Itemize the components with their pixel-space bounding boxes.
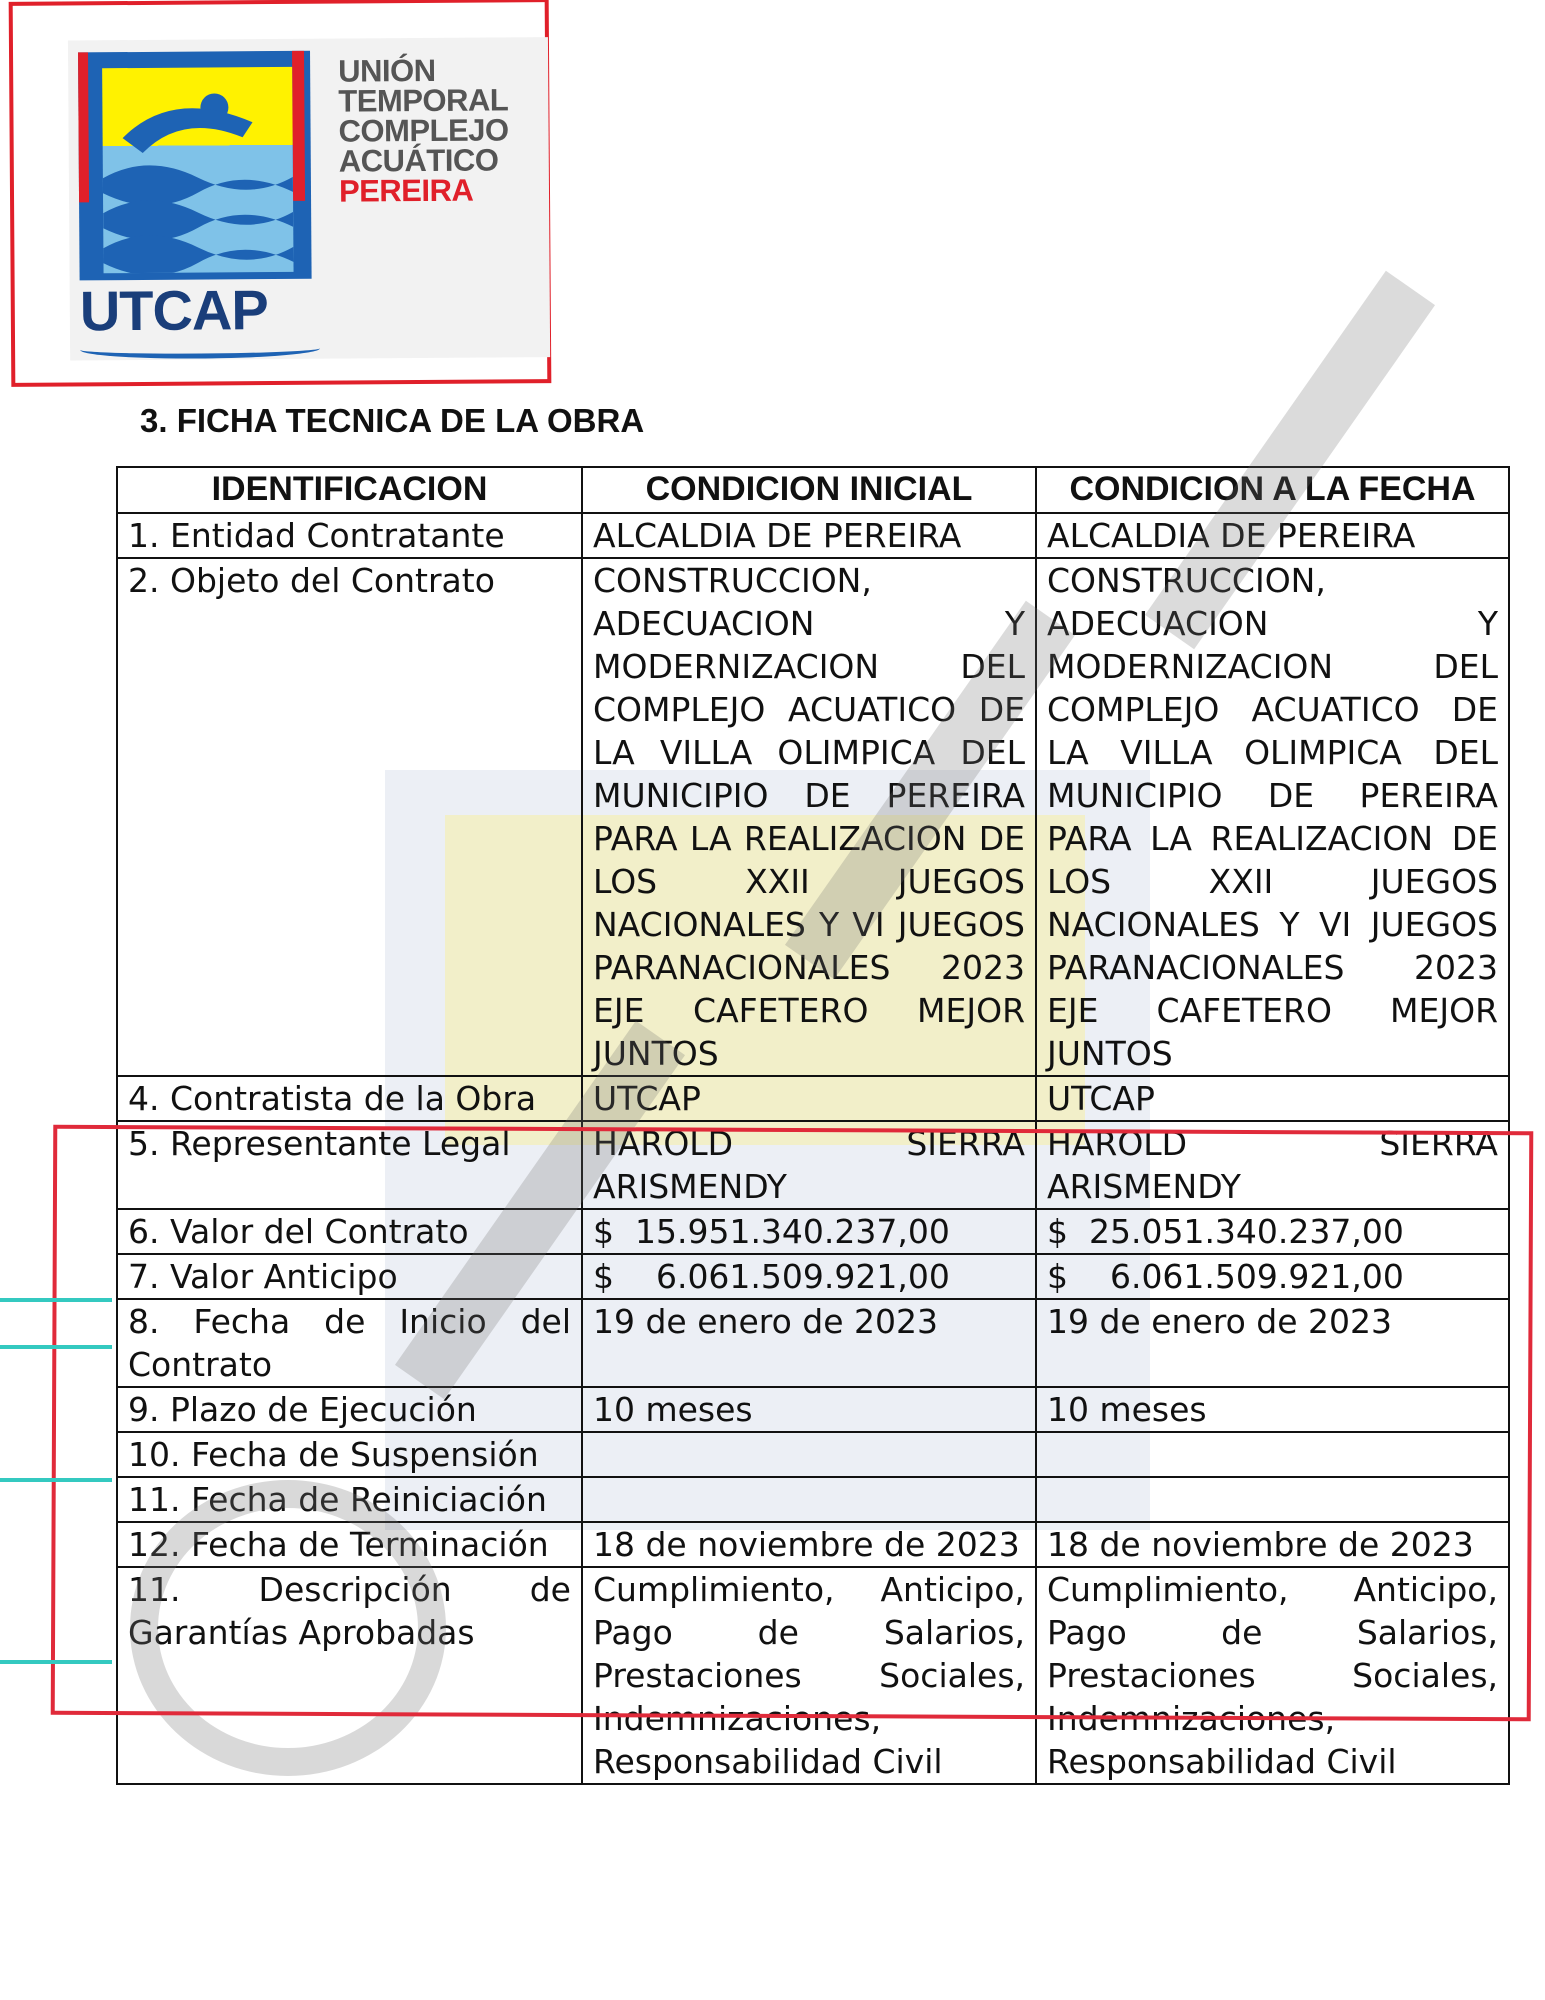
row-value-inicial <box>582 1432 1036 1477</box>
row-label: 1. Entidad Contratante <box>117 513 582 558</box>
row-value-fecha: 19 de enero de 2023 <box>1036 1299 1509 1387</box>
swimmer-waves-icon <box>102 67 293 273</box>
highlight-line-valor-anticipo <box>0 1345 112 1349</box>
row-value-fecha <box>1036 1477 1509 1522</box>
row-label: 12. Fecha de Terminación <box>117 1522 582 1567</box>
logo-line-4: ACUÁTICO <box>338 142 499 179</box>
row-value-inicial: Cumplimiento, Anticipo, Pago de Salarios, Prestaciones Sociales, Indemnizaciones, Responsabilidad Civil <box>582 1567 1036 1784</box>
table-row <box>117 1522 1509 1567</box>
table-row <box>117 1076 1509 1121</box>
row-value-fecha: CONSTRUCCION, ADECUACION Y MODERNIZACION DEL COMPLEJO ACUATICO DE LA VILLA OLIMPICA DEL MUNICIPIO DE PEREIRA PARA LA REALIZACION DE LOS XXII JUEGOS NACIONALES Y VI JUEGOS PARANACIONALES 2023 EJE CAFETERO MEJOR JUNTOS <box>1036 558 1509 1076</box>
logo-line-1: UNIÓN <box>338 52 436 89</box>
header-condicion-a-la-fecha: CONDICION A LA FECHA <box>1036 467 1509 513</box>
row-value-inicial: $ 15.951.340.237,00 <box>582 1209 1036 1254</box>
logo-city: PEREIRA <box>338 172 474 209</box>
table-row <box>117 513 1509 558</box>
table-row <box>117 1567 1509 1784</box>
table-row <box>117 1387 1509 1432</box>
row-value-inicial: ALCALDIA DE PEREIRA <box>582 513 1036 558</box>
highlight-line-terminacion <box>0 1660 112 1664</box>
swimmer-icon <box>102 67 293 273</box>
section-title: 3. FICHA TECNICA DE LA OBRA <box>140 402 645 439</box>
row-value-inicial: CONSTRUCCION, ADECUACION Y MODERNIZACION DEL COMPLEJO ACUATICO DE LA VILLA OLIMPICA DEL MUNICIPIO DE PEREIRA PARA LA REALIZACION DE LOS XXII JUEGOS NACIONALES Y VI JUEGOS PARANACIONALES 2023 EJE CAFETERO MEJOR JUNTOS <box>582 558 1036 1076</box>
row-label: 6. Valor del Contrato <box>117 1209 582 1254</box>
row-value-inicial: 19 de enero de 2023 <box>582 1299 1036 1387</box>
row-value-fecha: ALCALDIA DE PEREIRA <box>1036 513 1509 558</box>
row-label: 2. Objeto del Contrato <box>117 558 582 1076</box>
logo-swoosh <box>80 339 320 360</box>
table-row <box>117 1477 1509 1522</box>
row-label: 7. Valor Anticipo <box>117 1254 582 1299</box>
header-condicion-inicial: CONDICION INICIAL <box>582 467 1036 513</box>
row-label: 5. Representante Legal <box>117 1121 582 1209</box>
logo-wordmark <box>338 52 539 209</box>
utcap-logo <box>68 37 550 360</box>
table-row <box>117 1209 1509 1254</box>
row-value-fecha: UTCAP <box>1036 1076 1509 1121</box>
logo-line-3: COMPLEJO <box>338 112 509 149</box>
emblem-red-stripe-right <box>292 51 305 201</box>
row-value-inicial: $ 6.061.509.921,00 <box>582 1254 1036 1299</box>
header-identificacion: IDENTIFICACION <box>117 467 582 513</box>
row-value-fecha: Cumplimiento, Anticipo, Pago de Salarios, Prestaciones Sociales, Indemnizaciones, Responsabilidad Civil <box>1036 1567 1509 1784</box>
highlight-line-valor-contrato <box>0 1298 112 1302</box>
row-value-inicial: 10 meses <box>582 1387 1036 1432</box>
row-label: 11. Descripción de Garantías Aprobadas <box>117 1567 582 1784</box>
row-value-fecha: $ 6.061.509.921,00 <box>1036 1254 1509 1299</box>
emblem-red-stripe-left <box>78 52 89 202</box>
row-value-inicial <box>582 1477 1036 1522</box>
logo-highlight-frame <box>9 0 552 387</box>
swimmer-emblem <box>78 51 312 281</box>
table-row <box>117 1432 1509 1477</box>
row-value-fecha: $ 25.051.340.237,00 <box>1036 1209 1509 1254</box>
table-row <box>117 1299 1509 1387</box>
ficha-tecnica-table <box>116 466 1510 1785</box>
row-value-fecha: 10 meses <box>1036 1387 1509 1432</box>
row-value-inicial: 18 de noviembre de 2023 <box>582 1522 1036 1567</box>
table-row <box>117 558 1509 1076</box>
row-label: 9. Plazo de Ejecución <box>117 1387 582 1432</box>
logo-acronym: UTCAP <box>79 278 268 343</box>
row-value-fecha: HAROLD SIERRA ARISMENDY <box>1036 1121 1509 1209</box>
table-header-row <box>117 467 1509 513</box>
highlight-line-plazo <box>0 1478 112 1482</box>
row-value-inicial: HAROLD SIERRA ARISMENDY <box>582 1121 1036 1209</box>
row-label: 8. Fecha de Inicio del Contrato <box>117 1299 582 1387</box>
row-label: 11. Fecha de Reiniciación <box>117 1477 582 1522</box>
logo-line-2: TEMPORAL <box>338 82 509 119</box>
table-row <box>117 1121 1509 1209</box>
row-value-fecha: 18 de noviembre de 2023 <box>1036 1522 1509 1567</box>
row-value-inicial: UTCAP <box>582 1076 1036 1121</box>
table-row <box>117 1254 1509 1299</box>
row-label: 10. Fecha de Suspensión <box>117 1432 582 1477</box>
row-value-fecha <box>1036 1432 1509 1477</box>
row-label: 4. Contratista de la Obra <box>117 1076 582 1121</box>
